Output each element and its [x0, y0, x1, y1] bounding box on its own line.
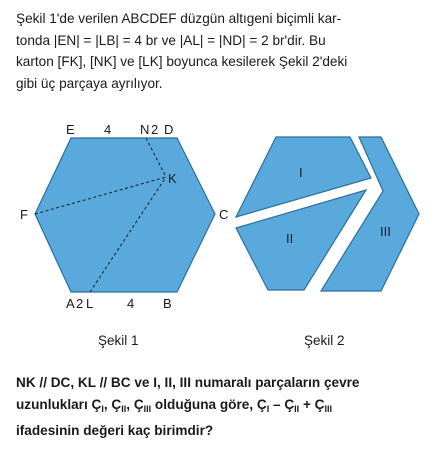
piece-iii-label: III [380, 224, 391, 239]
question-text [16, 372, 436, 442]
piece-ii-label: II [286, 231, 294, 246]
q-text-b: , Ç [103, 396, 122, 412]
vertex-b-label: B [163, 296, 172, 311]
q-sub-3: III [143, 403, 152, 414]
vertex-f-label: F [20, 207, 28, 222]
question-line-3: ifadesinin değeri kaç birimdir? [16, 423, 214, 438]
question-line-1: NK // DC, KL // BC ve I, II, III numaralı parçaların çevre [16, 375, 360, 390]
question-line-2 [16, 394, 436, 421]
vertex-k-label: K [168, 171, 177, 186]
intro-line-2: tonda |EN| = |LB| = 4 br ve |AL| = |ND| = 2 br'dir. Bu [16, 32, 326, 48]
vertex-a-label: A [66, 296, 75, 311]
piece-i-label: I [299, 165, 303, 180]
q-sub-4: I [266, 403, 270, 414]
q-text-f: + Ç [299, 396, 325, 412]
hexagon-abcdef [35, 138, 215, 292]
segment-en-label: 4 [104, 122, 112, 137]
vertex-d-label: D [164, 122, 174, 137]
figure-2-caption: Şekil 2 [304, 333, 345, 348]
segment-lb-label: 4 [127, 296, 135, 311]
q-sub-5: II [294, 403, 300, 414]
figure-1-caption: Şekil 1 [98, 333, 139, 348]
vertex-n-label: N [140, 122, 150, 137]
q-sub-2: II [121, 403, 127, 414]
segment-al-label: 2 [76, 296, 84, 311]
segment-nd-label: 2 [151, 122, 159, 137]
vertex-l-label: L [86, 296, 94, 311]
q-text-e: – Ç [269, 396, 295, 412]
figure-1 [20, 122, 228, 348]
q-sub-1: I [101, 403, 104, 414]
q-sub-6: III [324, 403, 332, 414]
q-text-d: olduğuna göre, Ç [151, 396, 267, 412]
q-text-c: , Ç [126, 396, 144, 412]
vertex-c-label: C [219, 207, 229, 222]
intro-line-1: Şekil 1'de verilen ABCDEF düzgün altıgeni biçimli kar- [16, 11, 342, 26]
vertex-e-label: E [66, 122, 75, 137]
intro-line-4: gibi üç parçaya ayrılıyor. [16, 75, 163, 91]
figure-2 [236, 137, 419, 348]
q-text-a: uzunlukları Ç [16, 396, 102, 412]
intro-line-3: karton [FK], [NK] ve [LK] boyunca kesilerek Şekil 2'deki [16, 54, 348, 69]
